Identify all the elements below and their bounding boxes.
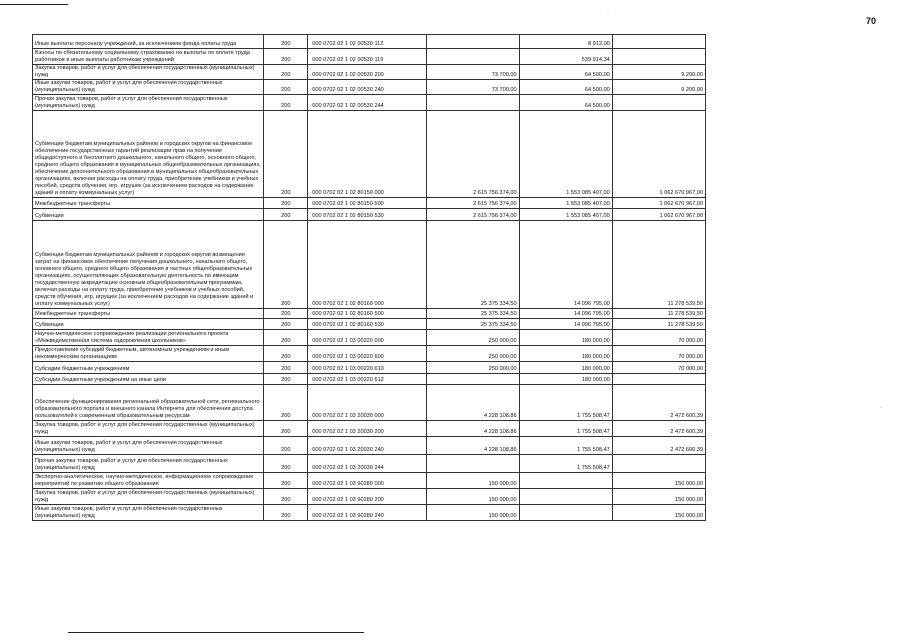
- row-value-2024-cell: 4 228 108,86: [426, 385, 519, 421]
- row-value-2026-cell: 1 062 670 967,00: [612, 198, 705, 209]
- row-name-cell: Субвенции бюджетам муниципальных районов и городских округов возмещения затрат на финансовое обеспечение получения дошкольного, начального общего, основного общего, среднего общего образования в частных общеобразовательных организациях, осуществляющих образовательную деятельность по имеющим государственную аккредитацию основным общеобразовательным программам, включая расходы на оплату труда, приобретение учебников и учебных пособий, средств обучения, игр, игрушек (за исключением расходов на содержание зданий и оплату коммунальных услуг): [33, 221, 264, 309]
- row-value-2025-cell: 1 755 508,47: [519, 421, 612, 437]
- row-grbs-cell: 200: [264, 221, 308, 309]
- table-row: [33, 473, 706, 489]
- row-value-2026-cell: 2 472 600,39: [612, 421, 705, 437]
- row-value-2025-cell: 14 096 795,00: [519, 221, 612, 309]
- row-value-2025-cell: 64 500,00: [519, 95, 612, 111]
- row-name-cell: Прочая закупка товаров, работ и услуг для обеспечения государственных (муниципальных) нужд: [33, 455, 264, 473]
- row-value-2024-cell: 4 228 108,86: [426, 421, 519, 437]
- row-name-cell: Иные выплаты персоналу учреждений, за исключением фонда оплаты труда: [33, 35, 264, 49]
- row-value-2026-cell: 11 278 539,50: [612, 319, 705, 330]
- row-grbs-cell: 200: [264, 455, 308, 473]
- row-grbs-cell: 200: [264, 80, 308, 95]
- row-value-2026-cell: 2 472 600,39: [612, 385, 705, 421]
- row-grbs-cell: 200: [264, 346, 308, 362]
- row-code-cell: 000 0702 02 1 02 80160 530: [308, 319, 426, 330]
- row-grbs-cell: 200: [264, 421, 308, 437]
- row-name-cell: Экспертно-аналитическое, научно-методическое, информационное сопровождение мероприятий по развитию общего образования: [33, 473, 264, 489]
- row-value-2024-cell: 250 000,00: [426, 346, 519, 362]
- row-grbs-cell: 200: [264, 111, 308, 198]
- row-value-2025-cell: 14 096 795,00: [519, 309, 612, 319]
- row-name-cell: Закупка товаров, работ и услуг для обеспечения государственных (муниципальных) нужд: [33, 489, 264, 505]
- row-value-2026-cell: 70 000,00: [612, 346, 705, 362]
- row-code-cell: 000 0702 02 1 03 00220 612: [308, 374, 426, 385]
- row-value-2024-cell: [426, 374, 519, 385]
- row-name-cell: Закупка товаров, работ и услуг для обеспечения государственных (муниципальных) нужд: [33, 65, 264, 80]
- row-grbs-cell: 200: [264, 49, 308, 65]
- row-value-2025-cell: 1 553 085 407,00: [519, 198, 612, 209]
- row-value-2025-cell: 1 755 508,47: [519, 385, 612, 421]
- bottom-rule: [68, 632, 364, 633]
- row-code-cell: 000 0702 02 1 02 80150 000: [308, 111, 426, 198]
- row-name-cell: Взносы по обязательному социальному страхованию на выплаты по оплате труда работников и иные выплаты работникам учреждений: [33, 49, 264, 65]
- row-value-2024-cell: 2 615 756 374,00: [426, 209, 519, 221]
- row-code-cell: 000 0702 02 1 02 80150 530: [308, 209, 426, 221]
- row-code-cell: 000 0702 02 1 02 80150 500: [308, 198, 426, 209]
- row-code-cell: 000 0702 02 1 03 90280 240: [308, 505, 426, 521]
- row-value-2026-cell: 1 062 670 967,00: [612, 111, 705, 198]
- table-row: [33, 437, 706, 455]
- top-rule: [0, 4, 68, 5]
- row-value-2026-cell: [612, 455, 705, 473]
- row-value-2026-cell: 150 000,00: [612, 473, 705, 489]
- row-name-cell: Межбюджетные трансферты: [33, 198, 264, 209]
- row-code-cell: 000 0702 02 1 03 20030 200: [308, 421, 426, 437]
- row-name-cell: Закупка товаров, работ и услуг для обеспечения государственных (муниципальных) нужд: [33, 421, 264, 437]
- row-code-cell: 000 0702 02 1 02 00530 112: [308, 35, 426, 49]
- row-name-cell: Обеспечение функционирования региональной образовательной сети, регионального образовательного портала и внешнего канала Интернета для обеспечения доступа пользователей к современным образовательным ресурсам: [33, 385, 264, 421]
- row-grbs-cell: 200: [264, 437, 308, 455]
- row-value-2025-cell: 180 000,00: [519, 346, 612, 362]
- row-grbs-cell: 200: [264, 330, 308, 346]
- table-row: [33, 95, 706, 111]
- row-value-2025-cell: [519, 489, 612, 505]
- page-number: 70: [866, 16, 877, 26]
- table-row: [33, 80, 706, 95]
- row-grbs-cell: 200: [264, 198, 308, 209]
- table-row: [33, 385, 706, 421]
- row-value-2024-cell: 150 000,00: [426, 489, 519, 505]
- row-value-2024-cell: 150 000,00: [426, 505, 519, 521]
- row-code-cell: 000 0702 02 1 03 00220 600: [308, 346, 426, 362]
- row-code-cell: 000 0702 02 1 02 00530 200: [308, 65, 426, 80]
- row-grbs-cell: 200: [264, 489, 308, 505]
- table-row: [33, 489, 706, 505]
- row-name-cell: Субвенции: [33, 319, 264, 330]
- row-name-cell: Прочая закупка товаров, работ и услуг для обеспечения государственных (муниципальных) нужд: [33, 95, 264, 111]
- row-value-2025-cell: 64 500,00: [519, 80, 612, 95]
- row-value-2024-cell: 25 375 334,50: [426, 309, 519, 319]
- row-value-2025-cell: 8 912,00: [519, 35, 612, 49]
- row-code-cell: 000 0702 02 1 02 80160 500: [308, 309, 426, 319]
- table-row: [33, 330, 706, 346]
- table-row: [33, 35, 706, 49]
- table-row: [33, 374, 706, 385]
- scan-speck: ·: [607, 10, 609, 16]
- table-row: [33, 505, 706, 521]
- row-grbs-cell: 200: [264, 209, 308, 221]
- budget-table: [32, 34, 706, 521]
- row-code-cell: 000 0702 02 1 03 20030 240: [308, 437, 426, 455]
- row-name-cell: Иные закупки товаров, работ и услуг для обеспечения государственных (муниципальных) нужд: [33, 80, 264, 95]
- budget-table-body: [33, 35, 706, 521]
- row-value-2025-cell: 1 553 085 407,00: [519, 111, 612, 198]
- row-value-2025-cell: [519, 473, 612, 489]
- row-value-2025-cell: 180 000,00: [519, 374, 612, 385]
- row-name-cell: Субвенции: [33, 209, 264, 221]
- row-value-2026-cell: [612, 95, 705, 111]
- table-row: [33, 198, 706, 209]
- row-grbs-cell: 200: [264, 95, 308, 111]
- row-name-cell: Субсидии бюджетным учреждениям на иные цели: [33, 374, 264, 385]
- row-code-cell: 000 0702 02 1 03 90280 200: [308, 489, 426, 505]
- row-value-2024-cell: [426, 455, 519, 473]
- row-code-cell: 000 0702 02 1 02 80160 000: [308, 221, 426, 309]
- row-grbs-cell: 200: [264, 319, 308, 330]
- row-grbs-cell: 200: [264, 65, 308, 80]
- table-row: [33, 421, 706, 437]
- row-name-cell: Субсидии бюджетным учреждениям: [33, 362, 264, 374]
- row-grbs-cell: 200: [264, 505, 308, 521]
- row-value-2025-cell: 1 755 508,47: [519, 455, 612, 473]
- row-grbs-cell: 200: [264, 362, 308, 374]
- row-code-cell: 000 0702 02 1 02 00530 119: [308, 49, 426, 65]
- row-value-2026-cell: 70 000,00: [612, 362, 705, 374]
- row-value-2024-cell: 250 000,00: [426, 362, 519, 374]
- row-name-cell: Иные закупки товаров, работ и услуг для обеспечения государственных (муниципальных) нужд: [33, 437, 264, 455]
- table-row: [33, 49, 706, 65]
- row-code-cell: 000 0702 02 1 03 00220 610: [308, 362, 426, 374]
- row-value-2024-cell: 4 228 108,86: [426, 437, 519, 455]
- row-value-2026-cell: 9 200,00: [612, 80, 705, 95]
- row-value-2025-cell: 539 914,34: [519, 49, 612, 65]
- table-row: [33, 346, 706, 362]
- table-row: [33, 65, 706, 80]
- row-value-2026-cell: 2 472 600,39: [612, 437, 705, 455]
- row-code-cell: 000 0702 02 1 03 90280 000: [308, 473, 426, 489]
- row-name-cell: Предоставление субсидий бюджетным, автономным учреждениям и иным некоммерческим организациям: [33, 346, 264, 362]
- row-value-2024-cell: 25 375 334,50: [426, 319, 519, 330]
- table-row: [33, 309, 706, 319]
- table-row: [33, 209, 706, 221]
- row-code-cell: 000 0702 02 1 03 20030 244: [308, 455, 426, 473]
- row-value-2024-cell: 150 000,00: [426, 473, 519, 489]
- row-code-cell: 000 0702 02 1 03 20030 000: [308, 385, 426, 421]
- row-name-cell: Научно-методическое сопровождение реализации регионального проекта «Межведомственная система оздоровления школьников»: [33, 330, 264, 346]
- row-grbs-cell: 200: [264, 309, 308, 319]
- row-value-2026-cell: 11 278 539,50: [612, 221, 705, 309]
- row-value-2024-cell: 25 375 334,50: [426, 221, 519, 309]
- row-value-2024-cell: 2 615 756 374,00: [426, 111, 519, 198]
- row-code-cell: 000 0702 02 1 02 00530 240: [308, 80, 426, 95]
- table-row: [33, 111, 706, 198]
- row-value-2026-cell: [612, 374, 705, 385]
- row-value-2024-cell: 73 700,00: [426, 80, 519, 95]
- row-name-cell: Иные закупки товаров, работ и услуг для обеспечения государственных (муниципальных) нужд: [33, 505, 264, 521]
- scan-speck: ·: [880, 405, 882, 411]
- table-row: [33, 362, 706, 374]
- row-value-2025-cell: 180 000,00: [519, 362, 612, 374]
- row-value-2024-cell: [426, 49, 519, 65]
- row-value-2026-cell: 70 000,00: [612, 330, 705, 346]
- row-value-2026-cell: [612, 49, 705, 65]
- table-row: [33, 319, 706, 330]
- row-value-2025-cell: 64 500,00: [519, 65, 612, 80]
- table-row: [33, 221, 706, 309]
- row-value-2024-cell: [426, 35, 519, 49]
- row-value-2024-cell: 73 700,00: [426, 65, 519, 80]
- row-code-cell: 000 0702 02 1 03 00220 000: [308, 330, 426, 346]
- row-name-cell: Межбюджетные трансферты: [33, 309, 264, 319]
- row-value-2025-cell: 1 553 085 407,00: [519, 209, 612, 221]
- row-value-2026-cell: 1 062 670 967,00: [612, 209, 705, 221]
- row-name-cell: Субвенции бюджетам муниципальных районов и городских округов на финансовое обеспечение государственных гарантий реализации прав на получение общедоступного и бесплатного дошкольного, начального общего, основного общего, среднего общего образования в муниципальных общеобразовательных организациях, обеспечение дополнительного образования в муниципальных общеобразовательных организациях, включая расходы на оплату труда, приобретение учебников и учебных пособий, средств обучения, игр, игрушек (за исключением расходов на содержание зданий и оплату коммунальных услуг): [33, 111, 264, 198]
- row-value-2026-cell: 150 000,00: [612, 489, 705, 505]
- row-value-2025-cell: 14 096 795,00: [519, 319, 612, 330]
- row-value-2025-cell: 180 000,00: [519, 330, 612, 346]
- row-value-2025-cell: 1 755 508,47: [519, 437, 612, 455]
- row-grbs-cell: 200: [264, 385, 308, 421]
- row-code-cell: 000 0702 02 1 02 00530 244: [308, 95, 426, 111]
- row-value-2026-cell: 11 278 539,50: [612, 309, 705, 319]
- row-value-2026-cell: [612, 35, 705, 49]
- row-grbs-cell: 200: [264, 473, 308, 489]
- row-value-2024-cell: 2 615 756 374,00: [426, 198, 519, 209]
- table-row: [33, 455, 706, 473]
- row-value-2024-cell: [426, 95, 519, 111]
- row-value-2026-cell: 150 000,00: [612, 505, 705, 521]
- row-grbs-cell: 200: [264, 35, 308, 49]
- row-value-2026-cell: 9 200,00: [612, 65, 705, 80]
- row-value-2024-cell: 250 000,00: [426, 330, 519, 346]
- row-grbs-cell: 200: [264, 374, 308, 385]
- row-value-2025-cell: [519, 505, 612, 521]
